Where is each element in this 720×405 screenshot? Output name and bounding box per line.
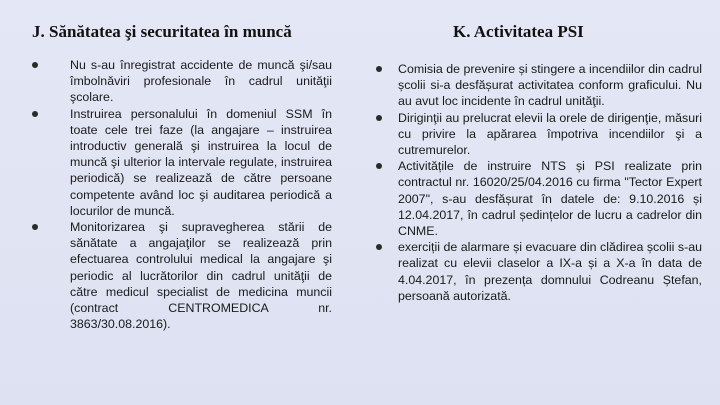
bullet-icon xyxy=(376,66,382,72)
bullet-icon xyxy=(32,111,38,117)
list-item xyxy=(26,57,332,106)
list-item-text: Activitățile de instruire NTS și PSI realizate prin contractul nr. 16020/25/04.2016 cu firma "Tector Expert 2007", s-au desfășurat în datele de: 9.10.2016 și 12.04.2017, în cadrul ședințelor de lucru a cadrelor din CNME. xyxy=(398,159,702,239)
list-item xyxy=(26,219,332,332)
list-item-text: exerciții de alarmare și evacuare din clădirea școlii s-au realizat cu elevii claselor a IX-a și a X-a în data de 4.04.2017, în prezența domnului Codreanu Ștefan, persoană autorizată. xyxy=(398,240,702,303)
section-heading-health-safety: J. Sănătatea şi securitatea în muncă xyxy=(32,22,292,41)
bullet-icon xyxy=(376,115,382,121)
health-safety-list xyxy=(26,57,332,332)
list-item-text: Monitorizarea şi supravegherea stării de sănătate a angajaţilor se realizează prin efectuarea controlului medical la angajare şi periodic al lucrătorilor din cadrul unităţii de către medicul specialist de medicina muncii (contract CENTROMEDICA nr. 3863/30.08.2016). xyxy=(70,220,332,332)
psi-list xyxy=(372,61,702,304)
list-item xyxy=(372,158,702,239)
list-item xyxy=(372,110,702,159)
list-item xyxy=(372,239,702,304)
list-item-text: Nu s-au înregistrat accidente de muncă şi/sau îmbolnăviri profesionale în cadrul unităţii şcolare. xyxy=(70,58,332,105)
bullet-icon xyxy=(32,224,38,230)
list-item-text: Diriginţii au prelucrat elevii la orele de dirigenţie, măsuri cu privire la apărarea împotriva incendiilor şi a cutremurelor. xyxy=(398,110,702,158)
list-item-text: Comisia de prevenire și stingere a incendiilor din cadrul școlii si-a desfășurat activitatea conform graficului. Nu au avut loc incidente în cadrul unităţii. xyxy=(398,62,702,109)
list-item xyxy=(26,106,332,219)
bullet-icon xyxy=(32,62,38,68)
bullet-icon xyxy=(376,244,382,250)
list-item xyxy=(372,61,702,110)
bullet-icon xyxy=(376,163,382,169)
list-item-text: Instruirea personalului în domeniul SSM în toate cele trei faze (la angajare – instruirea introductiv generală şi instruirea la locul de muncă şi ulterior la intervale regulate, instruirea periodică) se realizează de către persoane competente având loc şi auditarea periodică a locurilor de muncă. xyxy=(70,106,332,218)
section-heading-psi: K. Activitatea PSI xyxy=(453,22,584,41)
